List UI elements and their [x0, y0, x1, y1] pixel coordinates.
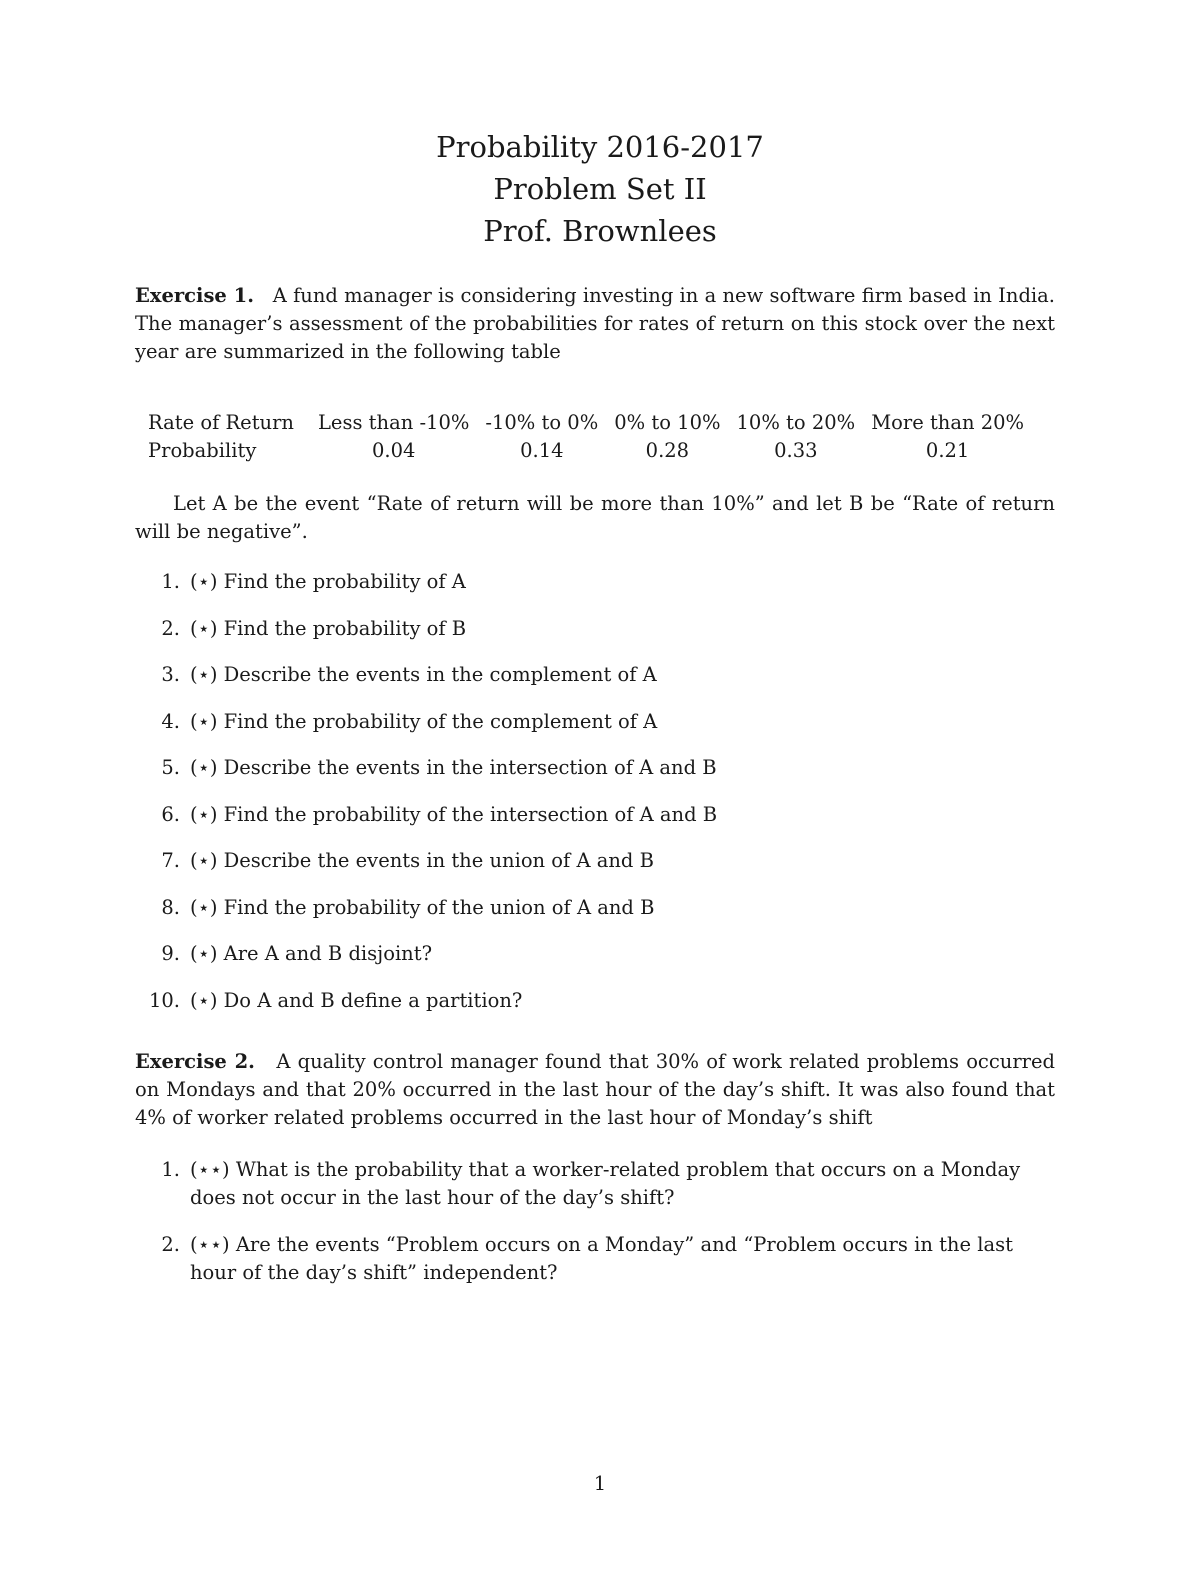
- table-cell: 0.14: [520, 438, 564, 462]
- item-number: 9.: [161, 942, 180, 965]
- item-text: (⋆) Do A and B define a partition?: [190, 988, 523, 1012]
- exercise-1-intro: [135, 282, 1055, 366]
- table-cell: 0.21: [925, 438, 970, 462]
- list-item: [135, 661, 1055, 689]
- item-number: 7.: [161, 849, 180, 872]
- item-number: 3.: [161, 663, 180, 686]
- exercise-2-intro: [135, 1048, 1055, 1132]
- item-text: (⋆) Find the probability of the union of A and B: [190, 895, 655, 919]
- events-definition: Let A be the event “Rate of return will be more than 10%” and let B be “Rate of return will be negative”.: [135, 492, 1055, 543]
- list-item: [135, 894, 1055, 922]
- list-item: [135, 708, 1055, 736]
- item-text: (⋆) Describe the events in the union of A and B: [190, 849, 654, 872]
- item-text: (⋆) Find the probability of the complement of A: [190, 709, 658, 733]
- table-cell: Rate of Return: [148, 410, 294, 434]
- exercise-2-questions: [135, 1156, 1055, 1287]
- table-cell: 0.04: [371, 438, 416, 462]
- exercise-1-label: Exercise 1.: [135, 284, 255, 307]
- list-item: [135, 754, 1055, 782]
- table-cell: 10% to 20%: [736, 410, 856, 434]
- list-item: [135, 987, 1055, 1015]
- table-cell: Probability: [148, 438, 257, 462]
- document-title: Probability 2016-2017: [436, 130, 764, 164]
- exercise-1-text: A fund manager is considering investing in a new software firm based in India. The manager’s assessment of the probabilities for rates of return on this stock over the next year are summarized in the following table: [135, 284, 1055, 363]
- item-text: (⋆) Are A and B disjoint?: [190, 942, 433, 965]
- item-number: 6.: [161, 802, 180, 826]
- table-row-rate: [140, 408, 1032, 436]
- list-item: [135, 1231, 1055, 1287]
- item-number: 10.: [148, 988, 180, 1012]
- problem-set-title: Problem Set II: [493, 172, 707, 206]
- list-item: [135, 1156, 1055, 1212]
- item-number: 5.: [161, 756, 180, 779]
- list-item: [135, 615, 1055, 643]
- list-item: [135, 847, 1055, 875]
- table-cell: More than 20%: [871, 410, 1025, 434]
- item-text: (⋆) Find the probability of A: [190, 570, 466, 593]
- list-item: [135, 940, 1055, 968]
- return-probability-table: [140, 408, 1032, 464]
- item-number: 2.: [161, 1233, 180, 1256]
- item-number: 8.: [161, 895, 180, 919]
- item-text: (⋆) Describe the events in the intersection of A and B: [190, 756, 717, 779]
- table-row-probability: [140, 436, 1032, 464]
- exercise-2-text: A quality control manager found that 30% of work related problems occurred on Mondays and that 20% occurred in the last hour of the day’s shift. It was also found that 4% of worker related problems occurred in the last hour of Monday’s shift: [135, 1050, 1055, 1129]
- table-cell: Less than -10%: [317, 410, 470, 434]
- table-cell: -10% to 0%: [485, 410, 599, 434]
- item-text: (⋆⋆) What is the probability that a worker-related problem that occurs on a Monday does not occur in the last hour of the day’s shift?: [190, 1158, 1021, 1209]
- item-number: 4.: [161, 709, 180, 733]
- table-cell: 0.28: [645, 438, 690, 462]
- list-item: [135, 568, 1055, 596]
- item-text: (⋆) Find the probability of B: [190, 616, 467, 640]
- item-text: (⋆) Describe the events in the complement of A: [190, 663, 657, 686]
- exercise-1-questions: [135, 568, 1055, 1015]
- item-number: 1.: [161, 570, 180, 593]
- list-item: [135, 801, 1055, 829]
- exercise-2-label: Exercise 2.: [135, 1050, 255, 1073]
- item-text: (⋆) Find the probability of the intersection of A and B: [190, 802, 718, 826]
- table-cell: 0.33: [774, 438, 818, 462]
- item-number: 1.: [161, 1158, 180, 1181]
- author-line: Prof. Brownlees: [483, 214, 717, 248]
- item-text: (⋆⋆) Are the events “Problem occurs on a Monday” and “Problem occurs in the last hour of the day’s shift” independent?: [190, 1233, 1013, 1284]
- page-number: 1: [593, 1472, 607, 1495]
- item-number: 2.: [161, 616, 180, 640]
- table-cell: 0% to 10%: [614, 410, 721, 434]
